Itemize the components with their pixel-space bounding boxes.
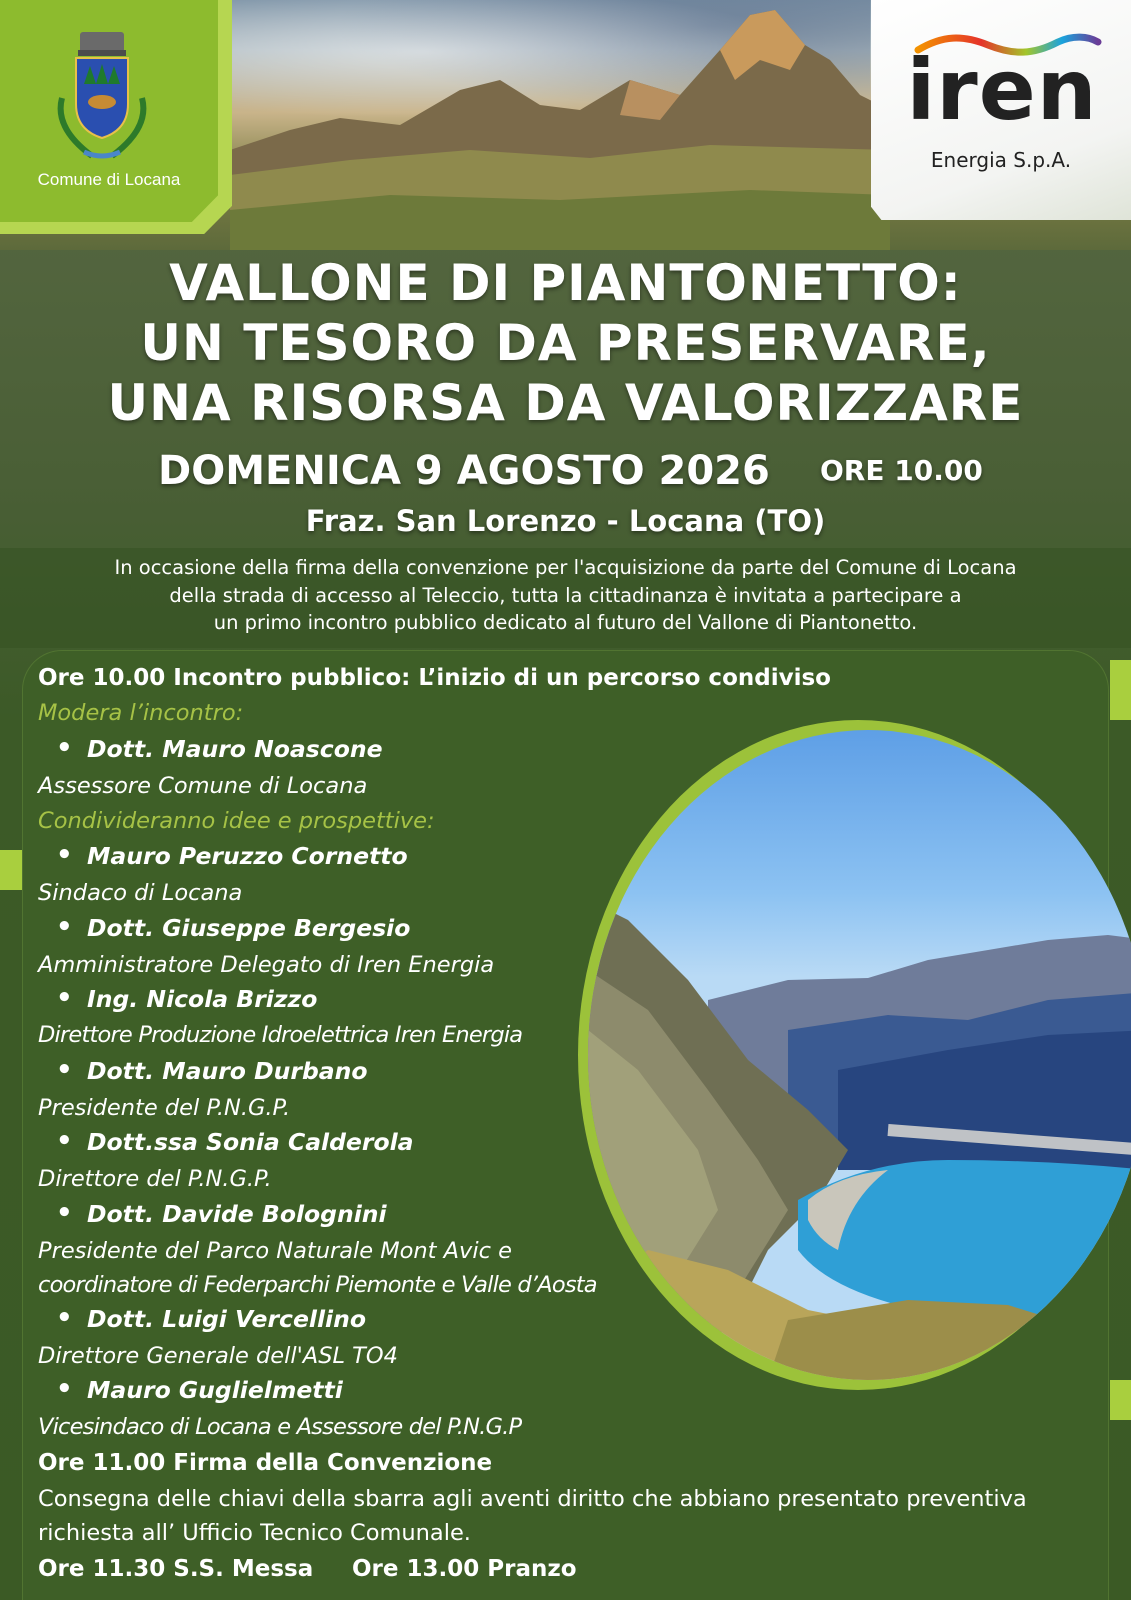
speaker-name: Ing. Nicola Brizzo — [87, 985, 318, 1013]
session2-text-1: Consegna delle chiavi della sbarra agli aventi diritto che abbiano presentato preventiva — [38, 1486, 1027, 1512]
event-date: DOMENICA 9 AGOSTO 2026 — [158, 448, 770, 494]
session2-heading: Ore 11.00 Firma della Convenzione — [38, 1450, 493, 1476]
speaker-role: Sindaco di Locana — [38, 880, 243, 906]
bullet-icon: • — [56, 1055, 73, 1085]
accent-stripe — [1110, 660, 1131, 720]
title-line-3: UNA RISORSA DA VALORIZZARE — [107, 374, 1024, 432]
event-time: ORE 10.00 — [820, 454, 983, 487]
speaker-role: Direttore Produzione Idroelettrica Iren Energia — [38, 1022, 523, 1048]
intro-band — [0, 548, 1131, 648]
comune-coat-of-arms-icon — [42, 28, 162, 168]
speaker-role: Direttore del P.N.G.P. — [38, 1166, 272, 1192]
speaker-role: Amministratore Delegato di Iren Energia — [38, 952, 495, 978]
intro-line-1: In occasione della firma della convenzione per l'acquisizione da parte del Comune di Locana — [114, 556, 1017, 579]
speaker-role: Presidente del Parco Naturale Mont Avic e — [38, 1238, 512, 1264]
iren-subtitle: Energia S.p.A. — [930, 148, 1072, 172]
bullet-icon: • — [56, 733, 73, 763]
accent-stripe — [0, 850, 22, 890]
moderator-name: Dott. Mauro Noascone — [87, 735, 383, 763]
bullet-icon: • — [56, 1374, 73, 1404]
session2-text-2: richiesta all’ Ufficio Tecnico Comunale. — [38, 1520, 471, 1546]
speaker-name: Dott. Mauro Durbano — [87, 1057, 368, 1085]
speaker-name: Mauro Guglielmetti — [87, 1376, 343, 1404]
lake-dam-image — [588, 730, 1131, 1380]
bullet-icon: • — [56, 1198, 73, 1228]
mass-time: Ore 11.30 S.S. Messa — [38, 1556, 314, 1582]
bullet-icon: • — [56, 912, 73, 942]
bullet-icon: • — [56, 840, 73, 870]
lunch-time: Ore 13.00 Pranzo — [352, 1556, 577, 1582]
accent-stripe — [1110, 1380, 1131, 1420]
moderator-role: Assessore Comune di Locana — [38, 773, 368, 799]
speaker-name: Dott. Davide Bolognini — [87, 1200, 387, 1228]
title-line-1: VALLONE DI PIANTONETTO: — [169, 254, 962, 312]
speaker-role: Vicesindaco di Locana e Assessore del P.N.G.P — [38, 1414, 522, 1440]
mountain-peaks-image — [230, 0, 890, 250]
bullet-icon: • — [56, 1126, 73, 1156]
speakers-label: Condivideranno idee e prospettive: — [38, 808, 435, 834]
bullet-icon: • — [56, 1303, 73, 1333]
session1-heading: Ore 10.00 Incontro pubblico: L’inizio di un percorso condiviso — [38, 665, 831, 691]
speaker-name: Dott. Giuseppe Bergesio — [87, 914, 411, 942]
event-location: Fraz. San Lorenzo - Locana (TO) — [305, 504, 826, 538]
speaker-name: Mauro Peruzzo Cornetto — [87, 842, 408, 870]
moderator-label: Modera l’incontro: — [38, 700, 244, 726]
speaker-role: Direttore Generale dell'ASL TO4 — [38, 1343, 398, 1369]
speaker-role: Presidente del P.N.G.P. — [38, 1095, 291, 1121]
speaker-name: Dott.ssa Sonia Calderola — [87, 1128, 414, 1156]
iren-logo: iren — [906, 41, 1098, 139]
speaker-name: Dott. Luigi Vercellino — [87, 1305, 366, 1333]
speaker-role-cont: coordinatore di Federparchi Piemonte e Valle d’Aosta — [38, 1272, 597, 1298]
lake-dam-photo — [588, 730, 1131, 1380]
title-line-2: UN TESORO DA PRESERVARE, — [140, 314, 991, 372]
comune-name: Comune di Locana — [37, 170, 181, 189]
bullet-icon: • — [56, 983, 73, 1013]
intro-line-3: un primo incontro pubblico dedicato al futuro del Vallone di Piantonetto. — [213, 611, 918, 634]
intro-line-2: della strada di accesso al Teleccio, tutta la cittadinanza è invitata a partecipare a — [169, 584, 962, 607]
